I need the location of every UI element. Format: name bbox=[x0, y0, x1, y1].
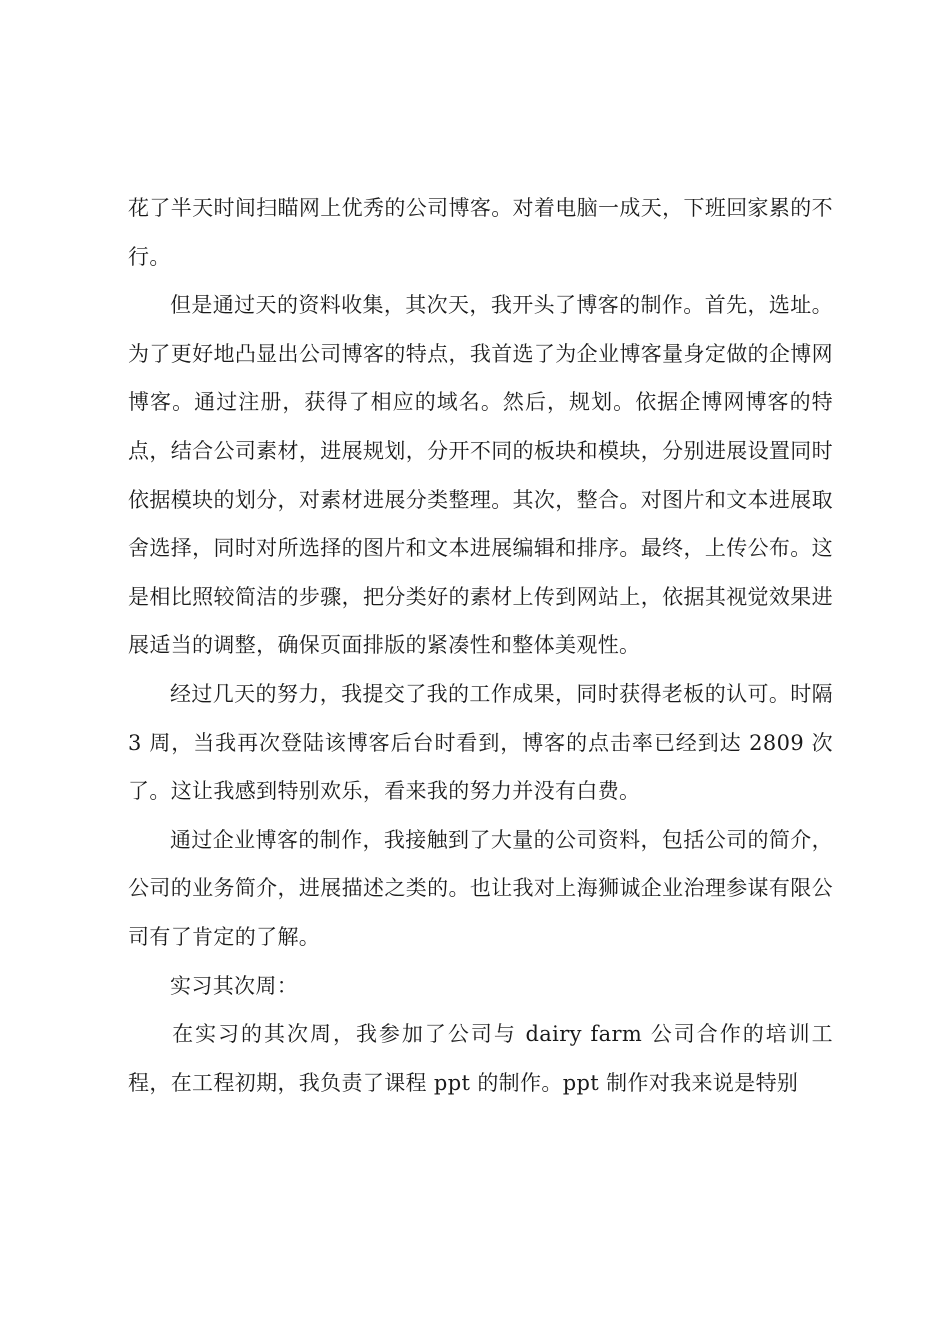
paragraph-blog-results: 经过几天的努力，我提交了我的工作成果，同时获得老板的认可。时隔 3 周，当我再次登陆该博客后台时看到，博客的点击率已经到达 2809 次了。这让我感到特别欢乐，看来我的努力并没有白费。 bbox=[128, 681, 833, 804]
paragraph-week-two-training: 在实习的其次周，我参加了公司与 dairy farm 公司合作的培训工程，在工程初期，我负责了课程 ppt 的制作。ppt 制作对我来说是特别 bbox=[128, 1022, 833, 1095]
section-heading-week-two: 实习其次周： bbox=[170, 973, 299, 998]
paragraph-company-knowledge: 通过企业博客的制作，我接触到了大量的公司资料，包括公司的简介，公司的业务简介，进展描述之类的。也让我对上海狮诚企业治理参谋有限公司有了肯定的了解。 bbox=[128, 827, 833, 949]
document-body bbox=[128, 184, 833, 1107]
paragraph-blog-building: 但是通过天的资料收集，其次天，我开头了博客的制作。首先，选址。为了更好地凸显出公司博客的特点，我首选了为企业博客量身定做的企博网博客。通过注册，获得了相应的域名。然后，规划。依据企博网博客的特点，结合公司素材，进展规划，分开不同的板块和模块，分别进展设置同时依据模块的划分，对素材进展分类整理。其次，整合。对图片和文本进展取舍选择，同时对所选择的图片和文本进展编辑和排序。最终，上传公布。这是相比照较简洁的步骤，把分类好的素材上传到网站上，依据其视觉效果进展适当的调整，确保页面排版的紧凑性和整体美观性。 bbox=[128, 293, 833, 658]
paragraph-blog-browsing: 花了半天时间扫瞄网上优秀的公司博客。对着电脑一成天，下班回家累的不行。 bbox=[128, 196, 833, 269]
